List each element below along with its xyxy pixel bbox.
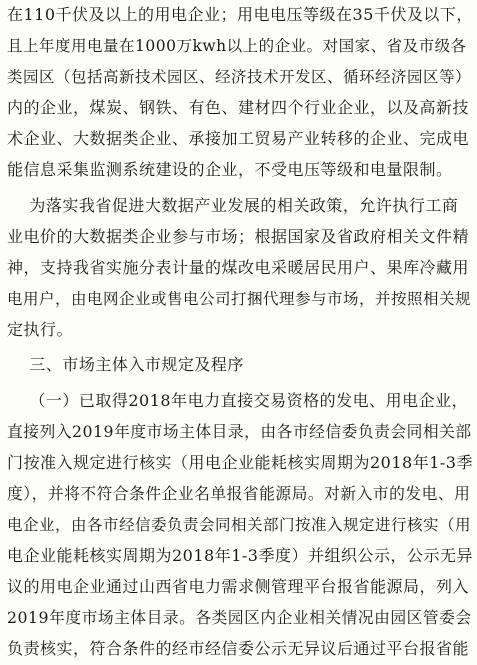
text-line: （一）已取得2018年电力直接交易资格的发电、用电企业， [7,391,469,410]
text-line: 2019年度市场主体目录。各类园区内企业相关情况由园区管委会 [7,608,472,627]
text-line: 定执行。 [7,320,74,339]
section-heading: 三、市场主体入市规定及程序 [7,355,244,374]
text-line: 为落实我省促进大数据产业发展的相关政策，允许执行工商 [7,196,459,215]
text-line: 能信息采集监测系统建设的企业，不受电压等级和电量限制。 [7,160,453,179]
text-line: 神，支持我省实施分表计量的煤改电采暖居民用户、果库冷藏用 [7,258,470,277]
text-line: 直接列入2019年度市场主体目录，由各市经信委负责会同相关部 [7,422,472,441]
text-line: 业电价的大数据类企业参与市场；根据国家及省政府相关文件精 [7,227,470,246]
text-line: 内的企业，煤炭、钢铁、有色、建材四个行业企业，以及高新技 [7,98,470,117]
text-line: 且上年度用电量在1000万kwh以上的企业。对国家、省及市级各 [7,37,467,55]
text-line: 在110千伏及以上的用电企业；用电电压等级在35千伏及以下， [7,5,473,24]
text-line: 类园区（包括高新技术园区、经济技术开发区、循环经济园区等） [7,68,472,86]
text-line: 度），并将不符合条件企业名单报省能源局。对新入市的发电、用 [7,484,471,503]
text-line: 负责核实，符合条件的经市经信委公示无异议后通过平台报省能 [7,639,470,658]
text-line: 电用户，由电网企业或售电公司打捆代理参与市场，并按照相关规 [7,290,472,308]
text-line: 门按准入规定进行核实（用电企业能耗核实周期为2018年1-3季 [7,453,473,472]
text-line: 议的用电企业通过山西省电力需求侧管理平台报省能源局，列入 [7,577,470,596]
text-line: 电企业能耗核实周期为2018年1-3季度）并组织公示，公示无异 [7,546,473,565]
text-line: 电企业，由各市经信委负责会同相关部门按准入规定进行核实（用 [7,516,472,534]
text-line: 术企业、大数据类企业、承接加工贸易产业转移的企业、完成电 [7,129,470,148]
